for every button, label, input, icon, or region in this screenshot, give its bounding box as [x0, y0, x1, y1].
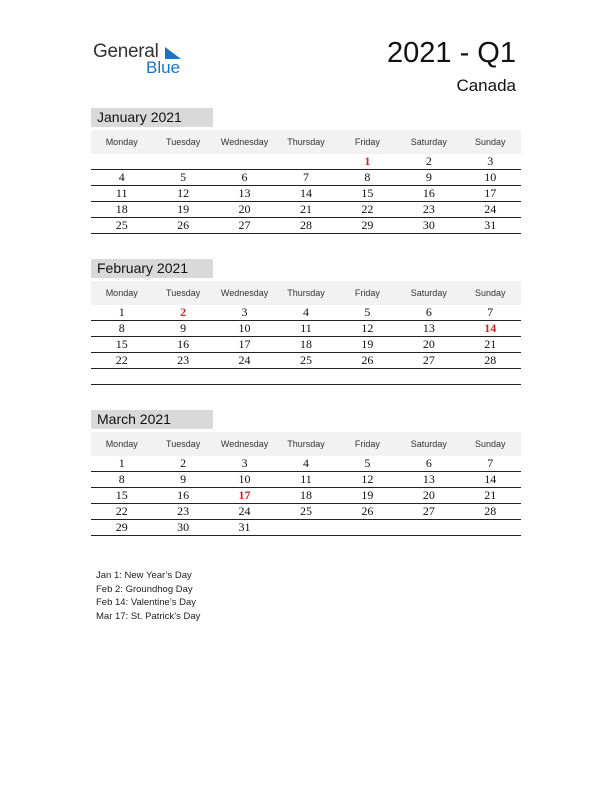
week-row — [91, 305, 521, 321]
page-title: 2021 - Q1 — [387, 37, 516, 69]
day-cell: 21 — [484, 337, 497, 351]
holiday-day-cell: 2 — [180, 305, 187, 319]
holiday-note: Jan 1: New Year’s Day — [96, 570, 192, 581]
day-cell: 19 — [361, 488, 374, 502]
day-cell: 16 — [177, 488, 190, 502]
weekday-friday: Friday — [354, 137, 380, 147]
week-row — [91, 353, 521, 369]
holiday-day-cell: 14 — [484, 321, 497, 335]
day-cell: 20 — [422, 337, 435, 351]
day-cell: 2 — [180, 456, 187, 470]
month-title: February 2021 — [91, 259, 213, 278]
day-cell: 27 — [422, 504, 435, 518]
day-cell: 6 — [241, 170, 248, 184]
logo-blue-text: Blue — [146, 58, 181, 77]
day-cell: 20 — [422, 488, 435, 502]
day-cell: 22 — [361, 202, 374, 216]
day-cell: 19 — [361, 337, 374, 351]
weekday-wednesday: Wednesday — [220, 439, 269, 449]
holiday-notes — [96, 569, 200, 623]
holiday-note: Feb 14: Valentine’s Day — [96, 597, 196, 608]
day-cell: 23 — [177, 504, 190, 518]
day-cell: 17 — [238, 337, 251, 351]
day-cell: 31 — [484, 218, 497, 232]
day-cell: 9 — [180, 472, 187, 486]
week-row — [91, 170, 521, 186]
week-row — [91, 186, 521, 202]
day-cell: 15 — [115, 337, 128, 351]
day-cell: 27 — [238, 218, 251, 232]
weekday-monday: Monday — [105, 288, 138, 298]
weekday-thursday: Thursday — [287, 288, 325, 298]
logo-general-text: General — [93, 41, 159, 62]
weekday-tuesday: Tuesday — [166, 137, 201, 147]
day-cell: 13 — [422, 321, 435, 335]
day-cell: 26 — [361, 353, 374, 367]
day-cell: 30 — [177, 520, 190, 534]
weekday-tuesday: Tuesday — [166, 288, 201, 298]
month-grid — [91, 456, 521, 536]
holiday-note: Feb 2: Groundhog Day — [96, 583, 193, 595]
weekday-wednesday: Wednesday — [220, 137, 269, 147]
day-cell: 4 — [118, 170, 125, 184]
day-cell: 17 — [484, 186, 497, 200]
day-cell: 18 — [115, 202, 128, 216]
day-cell: 12 — [361, 472, 374, 486]
day-cell: 6 — [425, 305, 432, 319]
weekday-tuesday: Tuesday — [166, 439, 201, 449]
day-cell: 3 — [241, 305, 248, 319]
weekday-saturday: Saturday — [410, 439, 447, 449]
logo — [93, 40, 193, 80]
week-row — [91, 504, 521, 520]
day-cell: 15 — [115, 488, 128, 502]
weekday-monday: Monday — [105, 439, 138, 449]
day-cell: 1 — [118, 305, 125, 319]
day-cell: 11 — [115, 186, 128, 200]
weekday-friday: Friday — [354, 288, 380, 298]
day-cell: 26 — [361, 504, 374, 518]
month-grid — [91, 305, 521, 385]
weekday-thursday: Thursday — [287, 439, 325, 449]
day-cell: 10 — [484, 170, 497, 184]
day-cell: 28 — [484, 353, 497, 367]
week-row — [91, 520, 521, 536]
holiday-day-cell: 1 — [364, 154, 371, 168]
week-row — [91, 488, 521, 504]
day-cell: 28 — [484, 504, 497, 518]
day-cell: 5 — [364, 456, 371, 470]
day-cell: 4 — [302, 305, 309, 319]
day-cell: 21 — [299, 202, 312, 216]
day-cell: 2 — [425, 154, 432, 168]
day-cell: 14 — [484, 472, 497, 486]
day-cell: 4 — [302, 456, 309, 470]
day-cell: 23 — [177, 353, 190, 367]
day-cell: 6 — [425, 456, 432, 470]
day-cell: 21 — [484, 488, 497, 502]
day-cell: 3 — [241, 456, 248, 470]
day-cell: 1 — [118, 456, 125, 470]
day-cell: 18 — [299, 488, 312, 502]
day-cell: 31 — [238, 520, 251, 534]
day-cell: 24 — [484, 202, 497, 216]
weekday-sunday: Sunday — [474, 137, 506, 147]
day-cell: 8 — [118, 321, 125, 335]
day-cell: 3 — [487, 154, 494, 168]
month-march — [91, 410, 521, 536]
day-cell: 20 — [238, 202, 251, 216]
day-cell: 27 — [422, 353, 435, 367]
day-cell: 25 — [115, 218, 128, 232]
day-cell: 29 — [115, 520, 128, 534]
week-row — [91, 154, 521, 170]
weekday-sunday: Sunday — [474, 439, 506, 449]
day-cell: 10 — [238, 321, 251, 335]
day-cell: 23 — [422, 202, 435, 216]
week-row — [91, 369, 521, 385]
week-row — [91, 321, 521, 337]
day-cell: 16 — [422, 186, 435, 200]
day-cell: 7 — [487, 305, 494, 319]
day-cell: 22 — [115, 353, 128, 367]
week-row — [91, 202, 521, 218]
day-cell: 29 — [361, 218, 374, 232]
day-cell: 8 — [118, 472, 125, 486]
day-cell: 22 — [115, 504, 128, 518]
weekday-sunday: Sunday — [474, 288, 506, 298]
weekday-header — [91, 432, 521, 456]
month-title: March 2021 — [91, 410, 213, 429]
day-cell: 11 — [300, 472, 312, 486]
day-cell: 11 — [300, 321, 312, 335]
day-cell: 28 — [299, 218, 312, 232]
day-cell: 7 — [487, 456, 494, 470]
day-cell: 13 — [422, 472, 435, 486]
day-cell: 12 — [177, 186, 190, 200]
holiday-note: Mar 17: St. Patrick’s Day — [96, 610, 201, 622]
month-grid — [91, 154, 521, 234]
week-row — [91, 337, 521, 353]
day-cell: 7 — [302, 170, 309, 184]
day-cell: 14 — [299, 186, 312, 200]
day-cell: 5 — [180, 170, 187, 184]
week-row — [91, 472, 521, 488]
day-cell: 18 — [299, 337, 312, 351]
day-cell: 8 — [364, 170, 371, 184]
weekday-friday: Friday — [354, 439, 380, 449]
day-cell: 16 — [177, 337, 190, 351]
weekday-monday: Monday — [105, 137, 138, 147]
week-row — [91, 218, 521, 234]
day-cell: 25 — [299, 504, 312, 518]
weekday-header — [91, 130, 521, 154]
month-january — [91, 108, 521, 234]
weekday-saturday: Saturday — [410, 288, 447, 298]
day-cell: 15 — [361, 186, 374, 200]
day-cell: 12 — [361, 321, 374, 335]
month-february — [91, 259, 521, 385]
country-label: Canada — [456, 76, 516, 95]
month-title: January 2021 — [91, 108, 213, 127]
day-cell: 30 — [422, 218, 435, 232]
weekday-wednesday: Wednesday — [220, 288, 269, 298]
day-cell: 9 — [425, 170, 432, 184]
day-cell: 13 — [238, 186, 251, 200]
day-cell: 24 — [238, 353, 251, 367]
day-cell: 10 — [238, 472, 251, 486]
week-row — [91, 456, 521, 472]
weekday-saturday: Saturday — [410, 137, 447, 147]
day-cell: 19 — [177, 202, 190, 216]
day-cell: 5 — [364, 305, 371, 319]
holiday-day-cell: 17 — [238, 488, 251, 502]
day-cell: 26 — [177, 218, 190, 232]
weekday-thursday: Thursday — [287, 137, 325, 147]
weekday-header — [91, 281, 521, 305]
day-cell: 25 — [299, 353, 312, 367]
day-cell: 24 — [238, 504, 251, 518]
day-cell: 9 — [180, 321, 187, 335]
